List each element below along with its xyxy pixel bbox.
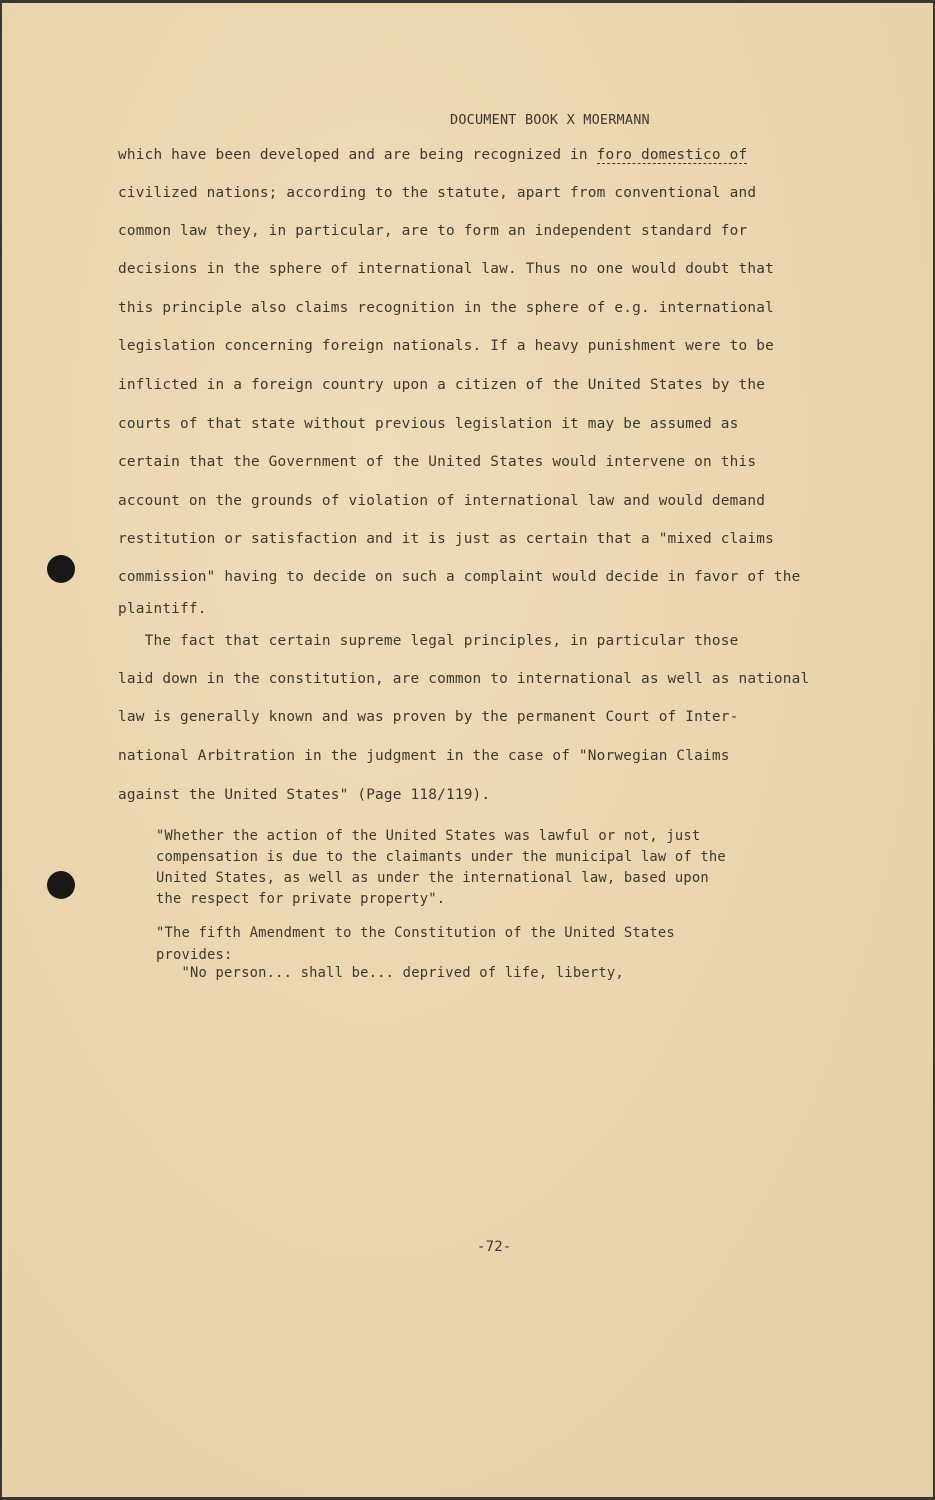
quote1-line: the respect for private property". — [156, 891, 446, 907]
quote2-line: "The fifth Amendment to the Constitution of the United States — [156, 925, 675, 941]
quote1-line: "Whether the action of the United States was lawful or not, just — [156, 828, 701, 844]
paragraph1-line: this principle also claims recognition in the sphere of e.g. international — [118, 300, 774, 316]
paragraph1-line: certain that the Government of the United States would intervene on this — [118, 454, 757, 470]
paragraph1-line: restitution or satisfaction and it is just as certain that a "mixed claims — [118, 531, 774, 547]
paragraph1-line: courts of that state without previous legislation it may be assumed as — [118, 416, 739, 432]
quote1-line: compensation is due to the claimants under the municipal law of the — [156, 849, 726, 865]
quote1-line: United States, as well as under the international law, based upon — [156, 870, 709, 886]
paragraph1-line: decisions in the sphere of international law. Thus no one would doubt that — [118, 261, 774, 277]
paragraph1-line: commission" having to decide on such a complaint would decide in favor of the — [118, 569, 801, 585]
paragraph1-line: common law they, in particular, are to form an independent standard for — [118, 223, 748, 239]
underlined-phrase: foro domestico of — [596, 147, 748, 163]
quote2-line: provides: — [156, 947, 233, 963]
document-page — [2, 3, 933, 1497]
paragraph2-line: against the United States" (Page 118/119). — [118, 787, 491, 803]
page-number: -72- — [477, 1239, 512, 1255]
paragraph1-line: legislation concerning foreign nationals. If a heavy punishment were to be — [118, 338, 774, 354]
paragraph2-line: national Arbitration in the judgment in the case of "Norwegian Claims — [118, 748, 730, 764]
paragraph1-line — [118, 147, 747, 163]
paragraph2-line: The fact that certain supreme legal principles, in particular those — [118, 633, 739, 649]
paragraph2-line: law is generally known and was proven by the permanent Court of Inter- — [118, 709, 739, 725]
paragraph1-line: inflicted in a foreign country upon a citizen of the United States by the — [118, 377, 766, 393]
paragraph2-line: laid down in the constitution, are common to international as well as national — [118, 671, 810, 687]
paragraph1-line: civilized nations; according to the statute, apart from conventional and — [118, 185, 757, 201]
paragraph1-line: account on the grounds of violation of international law and would demand — [118, 493, 766, 509]
text-line: which have been developed and are being recognized in — [118, 147, 597, 163]
document-header: DOCUMENT BOOK X MOERMANN — [450, 112, 650, 128]
paragraph1-line: plaintiff. — [118, 601, 207, 617]
punch-hole-bottom — [47, 871, 75, 899]
punch-hole-top — [47, 555, 75, 583]
quote2-line: "No person... shall be... deprived of life, liberty, — [156, 965, 624, 981]
